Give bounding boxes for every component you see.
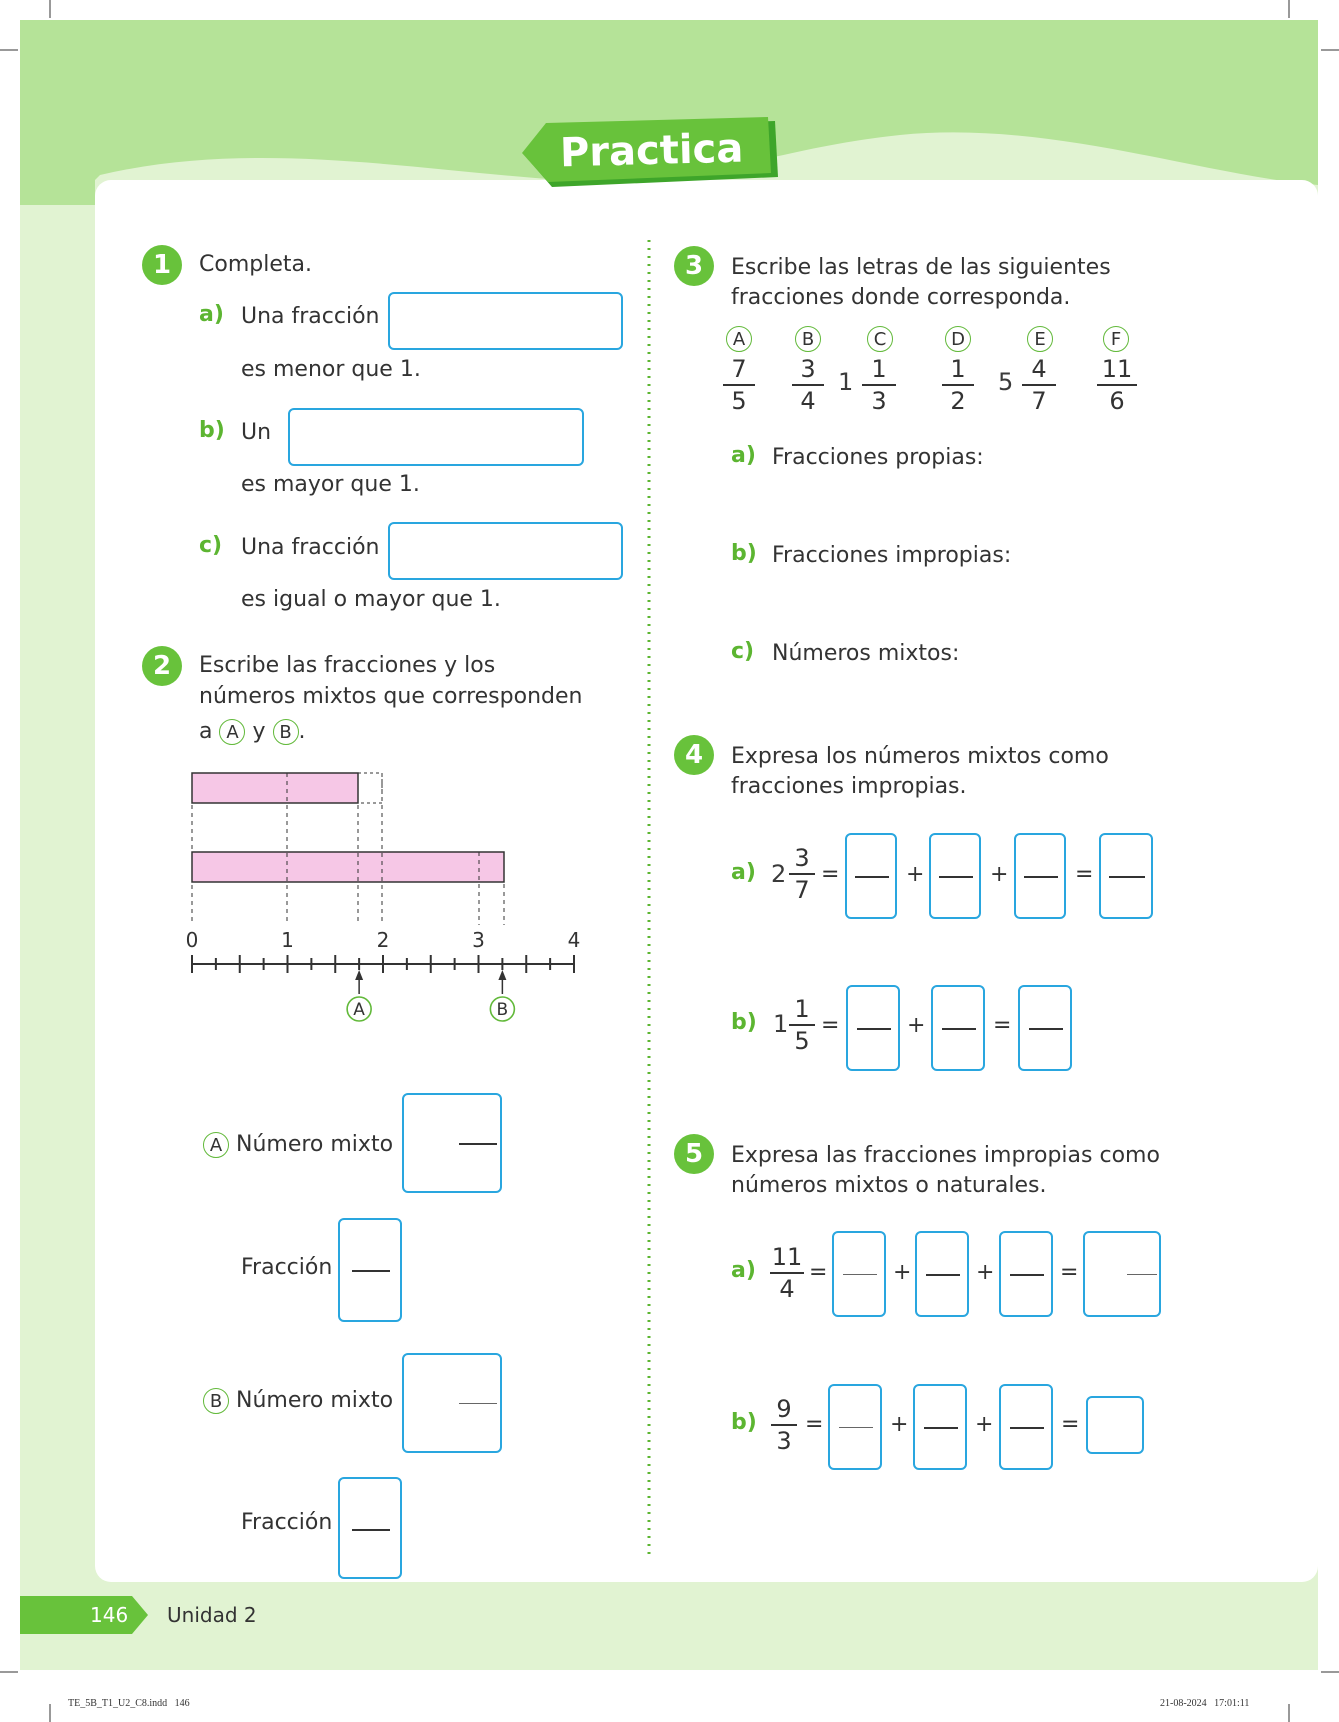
ex3-D-numerator: 1 xyxy=(950,355,966,383)
tick-label: 2 xyxy=(376,928,390,952)
pointer-b xyxy=(490,970,514,1021)
ex4-b-label: b) xyxy=(731,1010,757,1035)
ex3-F-denominator: 6 xyxy=(1109,387,1125,415)
pointer-b-label: B xyxy=(496,1000,509,1020)
ex2-a-fraction-label: Fracción xyxy=(241,1255,333,1280)
ex1-c-text-2: es igual o mayor que 1. xyxy=(241,587,501,612)
ex2-prompt-y: y xyxy=(252,719,266,744)
ex3-prompt-line-2: fracciones donde corresponda. xyxy=(731,285,1071,310)
ex5-a-box-1[interactable] xyxy=(832,1231,886,1317)
file-info: TE_5B_T1_U2_C8.indd 146 xyxy=(68,1698,190,1709)
ex3-B-denominator: 4 xyxy=(800,387,816,415)
ex1-c-answer-box[interactable] xyxy=(388,522,623,580)
ex1-c-label: c) xyxy=(199,533,223,558)
ex4-a-denominator: 7 xyxy=(794,876,810,904)
exercise-4-badge: 4 xyxy=(674,735,714,775)
ex5-a-box-3[interactable] xyxy=(999,1231,1053,1317)
ex4-a-fraction xyxy=(789,844,815,904)
ex5-b-label: b) xyxy=(731,1410,757,1435)
exercise-1-prompt: Completa. xyxy=(199,252,312,277)
ex4-a-box-3[interactable] xyxy=(1014,833,1066,919)
exercise-2-badge: 2 xyxy=(142,646,182,686)
ex4-prompt-line-2: fracciones impropias. xyxy=(731,774,967,799)
ex5-b-fraction xyxy=(771,1395,797,1455)
ex3-c-label: c) xyxy=(731,639,755,664)
unit-bar-a xyxy=(192,773,358,803)
ex2-b-mixed-row xyxy=(203,1386,393,1416)
ex5-a-denominator: 4 xyxy=(779,1275,795,1303)
ex5-a-numerator: 11 xyxy=(771,1243,803,1271)
ex1-a-answer-box[interactable] xyxy=(388,292,623,350)
ex4-b-whole: 1 xyxy=(773,1010,789,1038)
ex2-b-fraction-box[interactable] xyxy=(338,1477,402,1579)
ex1-a-text-2: es menor que 1. xyxy=(241,357,421,382)
ex5-a-equals-2: = xyxy=(1060,1260,1079,1285)
ex1-b-answer-box[interactable] xyxy=(288,408,584,466)
ex4-a-box-1[interactable] xyxy=(845,833,897,919)
pointer-b-arrowhead xyxy=(498,970,506,980)
ex3-a-label: a) xyxy=(731,443,756,468)
ex3-letter-E: E xyxy=(1027,326,1053,352)
ex3-letter-F: F xyxy=(1103,326,1129,352)
ex2-prompt-end: . xyxy=(298,719,306,744)
ex2-a-mixed-box[interactable] xyxy=(402,1093,502,1193)
ex5-a-box-2[interactable] xyxy=(915,1231,969,1317)
ex2-prompt-line-1: Escribe las fracciones y los xyxy=(199,653,496,678)
ex5-a-label: a) xyxy=(731,1258,756,1283)
pointer-a-label: A xyxy=(353,1000,365,1020)
ex3-letter-A: A xyxy=(726,326,752,352)
page-number-tab xyxy=(20,1596,150,1634)
ex5-a-plus-2: + xyxy=(976,1260,995,1285)
ex2-b-mixed-label: Número mixto xyxy=(236,1388,394,1413)
ex2-prompt-line-2: números mixtos que corresponden xyxy=(199,684,583,709)
ex4-a-equals-1: = xyxy=(821,862,840,887)
ex3-C-denominator: 3 xyxy=(871,387,887,415)
tick-label: 0 xyxy=(185,928,199,952)
pointer-a xyxy=(347,970,371,1021)
ex4-b-box-result[interactable] xyxy=(1018,985,1072,1071)
ex3-B-numerator: 3 xyxy=(800,355,816,383)
ex5-b-plus-1: + xyxy=(890,1412,909,1437)
number-line-diagram xyxy=(180,765,600,1055)
ex4-b-equals-2: = xyxy=(993,1013,1012,1038)
ex5-b-plus-2: + xyxy=(975,1412,994,1437)
ex2-prompt-a: a xyxy=(199,719,213,744)
ex3-c-text: Números mixtos: xyxy=(772,641,960,666)
tick-label: 1 xyxy=(281,928,294,952)
ex5-prompt-line-1: Expresa las fracciones impropias como xyxy=(731,1143,1160,1168)
ex5-b-box-2[interactable] xyxy=(913,1384,967,1470)
ex5-a-box-result[interactable] xyxy=(1083,1231,1161,1317)
ex4-a-numerator: 3 xyxy=(794,844,810,872)
ex5-b-denominator: 3 xyxy=(776,1427,792,1455)
marker-a-label: A xyxy=(203,1132,229,1158)
ex5-b-box-result[interactable] xyxy=(1086,1396,1144,1454)
ex3-b-text: Fracciones impropias: xyxy=(772,543,1012,568)
ex4-b-numerator: 1 xyxy=(794,995,810,1023)
marker-a-circle: A xyxy=(219,719,245,745)
ex3-D-denominator: 2 xyxy=(950,387,966,415)
ex2-prompt-line-3 xyxy=(199,717,306,747)
marker-b-circle: B xyxy=(273,719,299,745)
ex5-b-equals-1: = xyxy=(805,1412,824,1437)
unit-label: Unidad 2 xyxy=(167,1603,257,1627)
ex4-b-fraction xyxy=(789,995,815,1055)
ex3-A-denominator: 5 xyxy=(731,387,747,415)
ex5-a-plus-1: + xyxy=(893,1260,912,1285)
ex3-b-label: b) xyxy=(731,541,757,566)
ex1-b-text: Un xyxy=(241,420,272,445)
unit-bar-a-remaining xyxy=(358,773,382,803)
tick-label: 4 xyxy=(567,928,581,952)
ex1-c-text: Una fracción xyxy=(241,535,380,560)
ex5-a-fraction xyxy=(770,1243,804,1303)
tick-label: 3 xyxy=(472,928,485,952)
ex1-b-label: b) xyxy=(199,418,225,443)
ex3-a-text: Fracciones propias: xyxy=(772,445,984,470)
ex4-prompt-line-1: Expresa los números mixtos como xyxy=(731,744,1109,769)
ex3-A-numerator: 7 xyxy=(731,355,747,383)
ex4-b-box-1[interactable] xyxy=(846,985,900,1071)
ex4-a-label: a) xyxy=(731,860,756,885)
ex3-C-whole: 1 xyxy=(838,368,854,396)
ex5-b-box-3[interactable] xyxy=(999,1384,1053,1470)
ex3-letter-B: B xyxy=(795,326,821,352)
ex2-a-mixed-label: Número mixto xyxy=(236,1132,394,1157)
ex1-b-text-2: es mayor que 1. xyxy=(241,472,420,497)
ex4-a-plus-1: + xyxy=(906,862,925,887)
ex4-a-equals-2: = xyxy=(1075,862,1094,887)
page-title: Practica xyxy=(559,125,744,177)
ex3-letter-C: C xyxy=(867,326,893,352)
ex3-E-numerator: 4 xyxy=(1031,355,1047,383)
ex2-b-fraction-label: Fracción xyxy=(241,1510,333,1535)
pointer-a-arrowhead xyxy=(355,970,363,980)
ex4-b-plus: + xyxy=(907,1013,926,1038)
ex5-prompt-line-2: números mixtos o naturales. xyxy=(731,1173,1047,1198)
ex4-a-plus-2: + xyxy=(990,862,1009,887)
ex5-a-equals-1: = xyxy=(809,1260,828,1285)
page-number: 146 xyxy=(90,1603,129,1627)
ex4-b-equals-1: = xyxy=(821,1013,840,1038)
ex4-a-box-result[interactable] xyxy=(1099,833,1153,919)
unit-bar-b xyxy=(192,852,504,882)
ex1-a-text: Una fracción xyxy=(241,304,380,329)
exercise-1-badge: 1 xyxy=(142,245,182,285)
ex5-b-numerator: 9 xyxy=(776,1395,792,1423)
ex4-b-box-2[interactable] xyxy=(931,985,985,1071)
ex2-a-mixed-row xyxy=(203,1130,393,1160)
marker-b-label: B xyxy=(203,1388,229,1414)
ex3-F-numerator: 11 xyxy=(1101,355,1133,383)
ex3-E-denominator: 7 xyxy=(1031,387,1047,415)
ex4-a-box-2[interactable] xyxy=(929,833,981,919)
ex4-a-whole: 2 xyxy=(771,860,787,888)
date-info: 21-08-2024 17:01:11 xyxy=(1160,1698,1250,1709)
tick-labels xyxy=(186,928,581,952)
ex2-b-mixed-box[interactable] xyxy=(402,1353,502,1453)
ex3-prompt-line-1: Escribe las letras de las siguientes xyxy=(731,255,1111,280)
ex3-E-whole: 5 xyxy=(998,368,1014,396)
exercise-5-badge: 5 xyxy=(674,1134,714,1174)
ex5-b-equals-2: = xyxy=(1061,1412,1080,1437)
ex3-C-numerator: 1 xyxy=(871,355,887,383)
ex2-a-fraction-box[interactable] xyxy=(338,1218,402,1322)
ex4-b-denominator: 5 xyxy=(794,1027,810,1055)
ex3-letter-D: D xyxy=(945,326,971,352)
exercise-3-badge: 3 xyxy=(674,246,714,286)
ex1-a-label: a) xyxy=(199,302,224,327)
ex5-b-box-1[interactable] xyxy=(828,1384,882,1470)
